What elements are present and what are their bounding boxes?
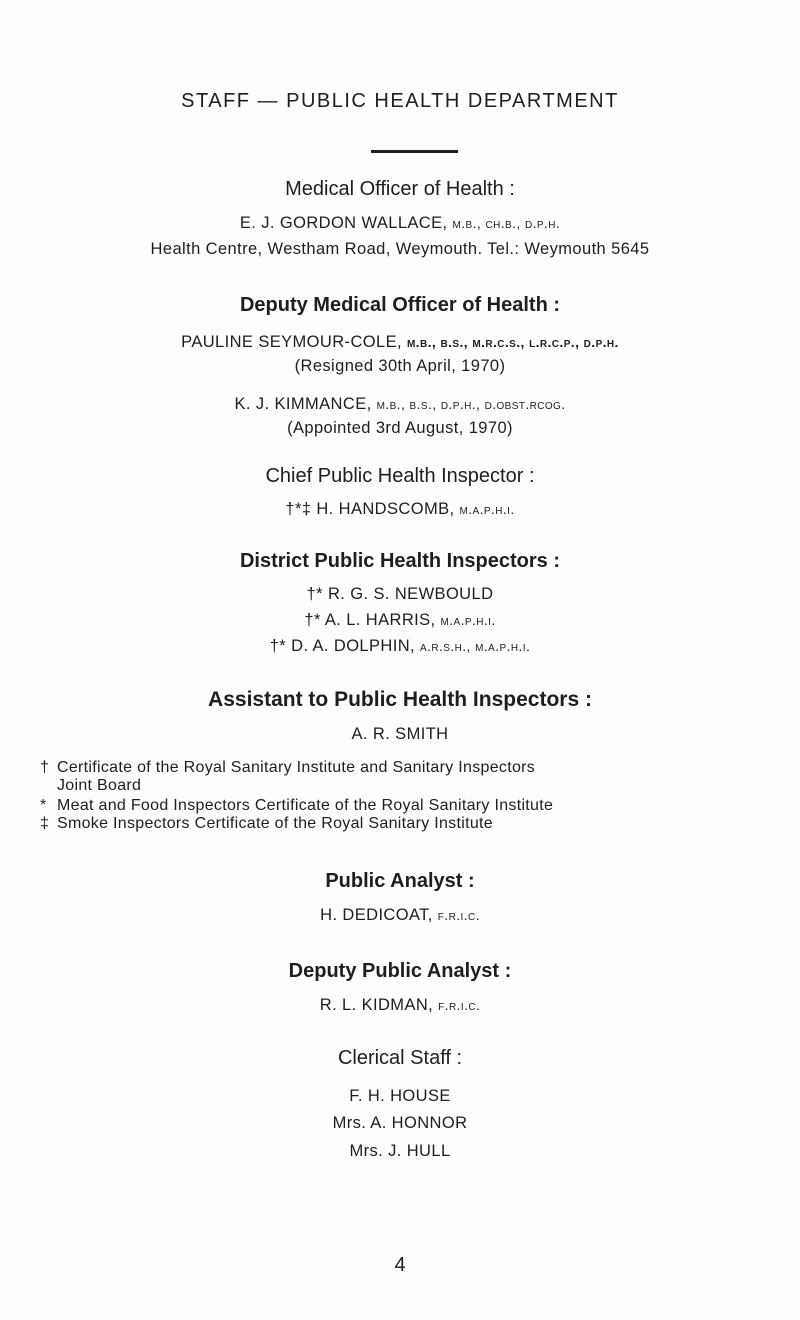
- clerical-name: Mrs. A. HONNOR: [332, 1114, 468, 1132]
- assistant-heading: Assistant to Public Health Inspectors :: [208, 688, 592, 711]
- moh-name-line: [0, 214, 800, 233]
- dmoh-name1-line: [0, 333, 800, 352]
- analyst-heading: Public Analyst :: [325, 870, 475, 892]
- analyst-name: H. DEDICOAT,: [320, 906, 433, 924]
- page-title: STAFF — PUBLIC HEALTH DEPARTMENT: [181, 90, 619, 112]
- moh-quals: m.b., ch.b., d.p.h.: [452, 215, 561, 231]
- dphi-entry-quals: a.r.s.h., m.a.p.h.i.: [420, 638, 531, 654]
- deputy-analyst-heading: Deputy Public Analyst :: [288, 960, 512, 982]
- dphi-entry-marks: †*: [269, 637, 287, 655]
- dmoh-note1: (Resigned 30th April, 1970): [294, 357, 506, 375]
- dphi-heading: District Public Health Inspectors :: [239, 550, 561, 572]
- dphi-entry-quals: m.a.p.h.i.: [440, 612, 496, 628]
- title-rule: [371, 150, 458, 153]
- cphi-name: H. HANDSCOMB,: [316, 500, 455, 518]
- moh-address: Health Centre, Westham Road, Weymouth. Tel.: Weymouth 5645: [150, 240, 650, 258]
- cphi-quals: m.a.p.h.i.: [459, 501, 515, 517]
- footnote-text: Smoke Inspectors Certificate of the Royal Sanitary Institute: [57, 815, 493, 832]
- dmoh-name2: K. J. KIMMANCE,: [234, 395, 372, 413]
- dphi-entry-name: D. A. DOLPHIN,: [291, 637, 416, 655]
- clerical-heading: Clerical Staff :: [337, 1047, 463, 1069]
- dphi-entry: [0, 637, 800, 656]
- clerical-name: Mrs. J. HULL: [349, 1142, 451, 1160]
- footnote-mark: *: [40, 797, 47, 814]
- deputy-analyst-line: [0, 996, 800, 1015]
- footnote: [40, 759, 780, 795]
- footnote-text: Meat and Food Inspectors Certificate of the Royal Sanitary Institute: [57, 797, 554, 814]
- dphi-entry-marks: †*: [304, 611, 321, 629]
- footnote-mark: ‡: [40, 815, 50, 832]
- dphi-entry: [0, 611, 800, 630]
- dmoh-heading: Deputy Medical Officer of Health :: [239, 294, 561, 316]
- dphi-entry-name: R. G. S. NEWBOULD: [327, 585, 494, 603]
- footnote-mark: †: [40, 759, 50, 776]
- cphi-heading: Chief Public Health Inspector :: [265, 465, 535, 487]
- page-number: 4: [394, 1254, 406, 1276]
- deputy-analyst-name: R. L. KIDMAN,: [319, 996, 434, 1014]
- dphi-entry-name: A. L. HARRIS,: [324, 611, 436, 629]
- footnote: [40, 797, 780, 815]
- footnote-text: Certificate of the Royal Sanitary Institute and Sanitary Inspectors: [57, 759, 536, 776]
- footnote: [40, 815, 780, 833]
- dmoh-name2-line: [0, 395, 800, 414]
- analyst-line: [0, 906, 800, 925]
- dmoh-name1: PAULINE SEYMOUR-COLE,: [181, 333, 402, 351]
- footnote-text-continued: Joint Board: [57, 777, 142, 794]
- deputy-analyst-quals: f.r.i.c.: [438, 997, 481, 1013]
- cphi-marks: †*‡: [285, 500, 312, 518]
- moh-name: E. J. GORDON WALLACE,: [239, 214, 448, 232]
- dmoh-quals1: m.b., b.s., m.r.c.s., l.r.c.p., d.p.h.: [406, 334, 619, 350]
- dmoh-quals2: m.b., b.s., d.p.h., d.obst.rcog.: [376, 396, 566, 412]
- dmoh-note2: (Appointed 3rd August, 1970): [287, 419, 513, 437]
- analyst-quals: f.r.i.c.: [437, 907, 480, 923]
- dphi-entry: [0, 585, 800, 604]
- moh-heading: Medical Officer of Health :: [285, 178, 515, 200]
- assistant-name: A. R. SMITH: [351, 725, 449, 743]
- cphi-line: [0, 500, 800, 519]
- clerical-name: F. H. HOUSE: [349, 1087, 451, 1105]
- dphi-entry-marks: †*: [306, 585, 323, 603]
